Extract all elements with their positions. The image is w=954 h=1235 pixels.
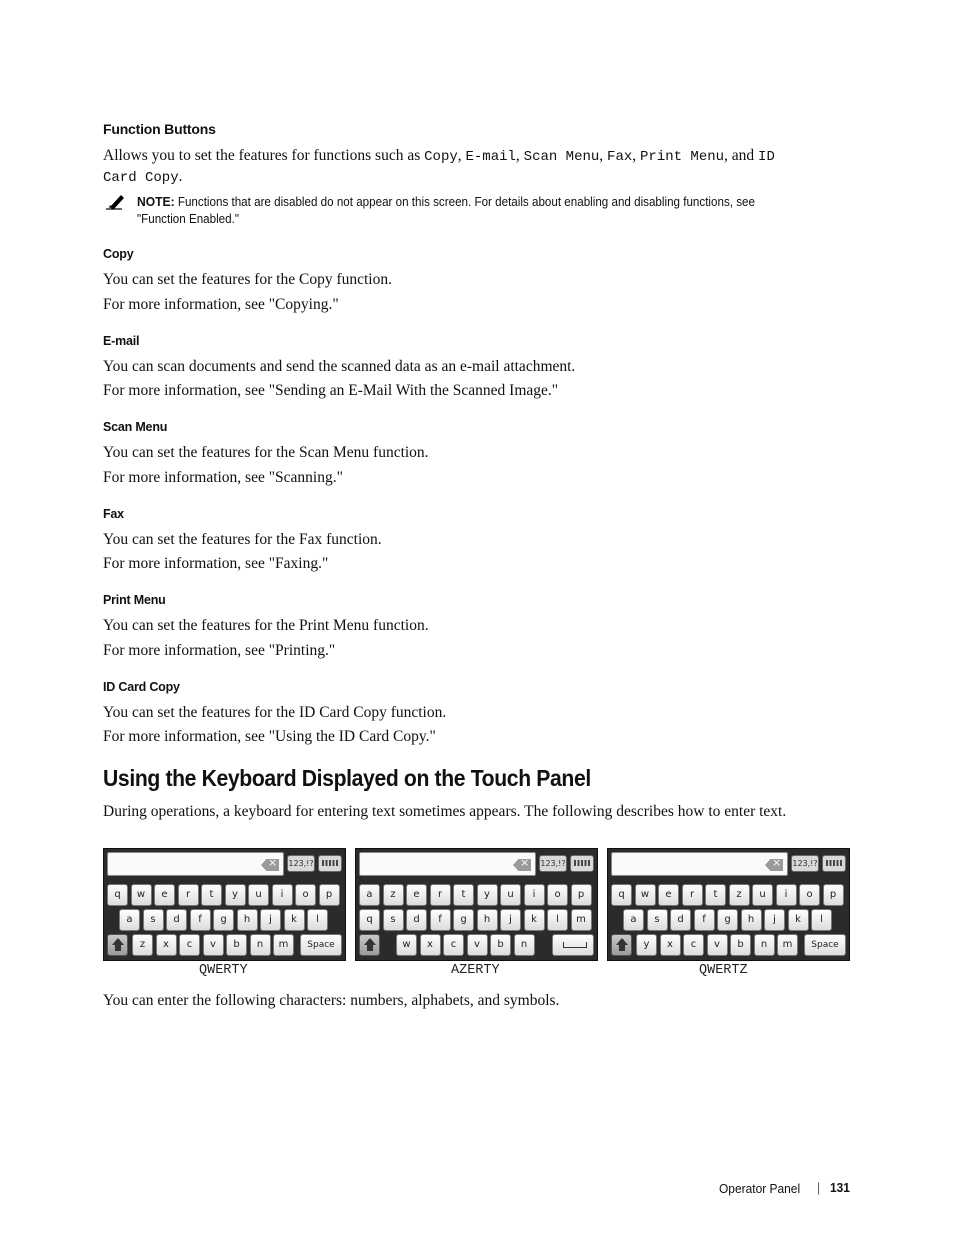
fax-line1: You can set the features for the Fax function.	[103, 531, 382, 548]
intro-text: Allows you to set the features for functions such as	[103, 147, 425, 164]
code-copy: Copy	[424, 149, 458, 165]
code-fax: Fax	[607, 149, 633, 165]
copy-line2: For more information, see "Copying."	[103, 296, 339, 313]
key: n	[514, 934, 535, 956]
scan-menu-heading: Scan Menu	[103, 420, 168, 434]
keyboard-intro: During operations, a keyboard for entering text sometimes appears. The following describes how to enter text.	[103, 803, 787, 820]
page-title: Using the Keyboard Displayed on the Touch Panel	[103, 765, 591, 791]
key: i	[776, 884, 797, 906]
key: s	[647, 909, 668, 931]
key: z	[132, 934, 153, 956]
key: v	[707, 934, 728, 956]
key: r	[178, 884, 199, 906]
key: q	[611, 884, 632, 906]
note-text: Functions that are disabled do not appear on this screen. For details about enabling and disabling functions, see "Function Enabled."	[137, 195, 755, 226]
code-email: E-mail	[465, 149, 516, 165]
fax-heading: Fax	[103, 507, 124, 521]
key: o	[295, 884, 316, 906]
key: p	[571, 884, 592, 906]
key: a	[119, 909, 140, 931]
text-input-field	[611, 852, 788, 876]
id-card-copy-line1: You can set the features for the ID Card Copy function.	[103, 704, 447, 721]
key: y	[225, 884, 246, 906]
key: d	[670, 909, 691, 931]
symbols-key: 123,!?	[791, 855, 819, 872]
note-box	[137, 193, 807, 228]
key: s	[383, 909, 404, 931]
key: x	[660, 934, 681, 956]
key: j	[500, 909, 521, 931]
key: t	[705, 884, 726, 906]
backspace-icon	[261, 859, 279, 871]
shift-icon	[107, 934, 128, 956]
copy-heading: Copy	[103, 247, 134, 261]
text-input-field	[107, 852, 284, 876]
note-pencil-icon	[104, 193, 126, 211]
key: o	[547, 884, 568, 906]
key: y	[477, 884, 498, 906]
key: x	[156, 934, 177, 956]
intro-paragraph	[103, 146, 833, 188]
keyboard-qwerty	[103, 848, 346, 961]
key: l	[307, 909, 328, 931]
key: a	[623, 909, 644, 931]
key: q	[359, 909, 380, 931]
key: h	[237, 909, 258, 931]
key: j	[260, 909, 281, 931]
key: e	[154, 884, 175, 906]
key: u	[752, 884, 773, 906]
key: f	[430, 909, 451, 931]
sep: ,	[632, 147, 641, 164]
key: t	[453, 884, 474, 906]
symbols-key: 123,!?	[539, 855, 567, 872]
keyboard-qwertz	[607, 848, 850, 961]
keyboard-azerty	[355, 848, 598, 961]
backspace-icon	[765, 859, 783, 871]
key: i	[272, 884, 293, 906]
key: y	[636, 934, 657, 956]
key: l	[811, 909, 832, 931]
key: u	[500, 884, 521, 906]
keyboard-caption: AZERTY	[451, 963, 500, 978]
code-card-copy: Card Copy	[103, 170, 179, 186]
key: g	[717, 909, 738, 931]
key: p	[823, 884, 844, 906]
space-key: Space	[300, 934, 342, 956]
keyboard-caption: QWERTY	[199, 963, 248, 978]
space-key: Space	[804, 934, 846, 956]
id-card-copy-line2: For more information, see "Using the ID Card Copy."	[103, 728, 436, 745]
print-menu-line1: You can set the features for the Print Menu function.	[103, 617, 429, 634]
key: z	[383, 884, 404, 906]
sep: ,	[457, 147, 466, 164]
key: b	[730, 934, 751, 956]
key: r	[430, 884, 451, 906]
period: .	[178, 168, 183, 185]
key: w	[131, 884, 152, 906]
shift-icon	[611, 934, 632, 956]
note-label: NOTE:	[137, 194, 175, 209]
backspace-icon	[513, 859, 531, 871]
keyboard-icon	[822, 855, 846, 872]
key: l	[547, 909, 568, 931]
fax-line2: For more information, see "Faxing."	[103, 555, 329, 572]
key: d	[406, 909, 427, 931]
sep: ,	[515, 147, 524, 164]
key: e	[406, 884, 427, 906]
key: g	[453, 909, 474, 931]
space-key	[552, 934, 594, 956]
key: w	[396, 934, 417, 956]
key: p	[319, 884, 340, 906]
key: c	[443, 934, 464, 956]
code-id: ID	[758, 149, 775, 165]
keyboard-outro: You can enter the following characters: numbers, alphabets, and symbols.	[103, 992, 560, 1009]
key: f	[190, 909, 211, 931]
key: c	[683, 934, 704, 956]
key: q	[107, 884, 128, 906]
keyboard-icon	[570, 855, 594, 872]
key: j	[764, 909, 785, 931]
key: r	[682, 884, 703, 906]
code-scan-menu: Scan Menu	[523, 149, 600, 165]
symbols-key: 123,!?	[287, 855, 315, 872]
scan-menu-line2: For more information, see "Scanning."	[103, 469, 343, 486]
key: s	[143, 909, 164, 931]
keyboard-icon	[318, 855, 342, 872]
footer-divider: |	[817, 1180, 821, 1195]
key: a	[359, 884, 380, 906]
id-card-copy-heading: ID Card Copy	[103, 680, 180, 694]
key: n	[754, 934, 775, 956]
email-line2: For more information, see "Sending an E-Mail With the Scanned Image."	[103, 382, 559, 399]
section-heading: Function Buttons	[103, 121, 216, 137]
key: m	[273, 934, 294, 956]
key: n	[250, 934, 271, 956]
key: h	[477, 909, 498, 931]
sep: , and	[724, 147, 759, 164]
key: o	[799, 884, 820, 906]
email-line1: You can scan documents and send the scanned data as an e-mail attachment.	[103, 358, 576, 375]
sep: ,	[599, 147, 608, 164]
key: z	[729, 884, 750, 906]
key: f	[694, 909, 715, 931]
key: e	[658, 884, 679, 906]
key: c	[179, 934, 200, 956]
print-menu-line2: For more information, see "Printing."	[103, 642, 336, 659]
text-input-field	[359, 852, 536, 876]
key: m	[777, 934, 798, 956]
shift-icon	[359, 934, 380, 956]
key: b	[226, 934, 247, 956]
key: v	[203, 934, 224, 956]
key: i	[524, 884, 545, 906]
scan-menu-line1: You can set the features for the Scan Menu function.	[103, 444, 429, 461]
key: b	[490, 934, 511, 956]
key: x	[420, 934, 441, 956]
page-number: 131	[830, 1180, 850, 1195]
email-heading: E-mail	[103, 334, 140, 348]
key: m	[571, 909, 592, 931]
print-menu-heading: Print Menu	[103, 593, 166, 607]
key: t	[201, 884, 222, 906]
key: u	[248, 884, 269, 906]
copy-line1: You can set the features for the Copy function.	[103, 271, 392, 288]
key: k	[524, 909, 545, 931]
key: v	[467, 934, 488, 956]
keyboard-caption: QWERTZ	[699, 963, 748, 978]
key: k	[284, 909, 305, 931]
code-print-menu: Print Menu	[640, 149, 725, 165]
key: g	[213, 909, 234, 931]
key: d	[166, 909, 187, 931]
key: h	[741, 909, 762, 931]
key: k	[788, 909, 809, 931]
footer-section-name: Operator Panel	[719, 1181, 801, 1196]
key: w	[635, 884, 656, 906]
